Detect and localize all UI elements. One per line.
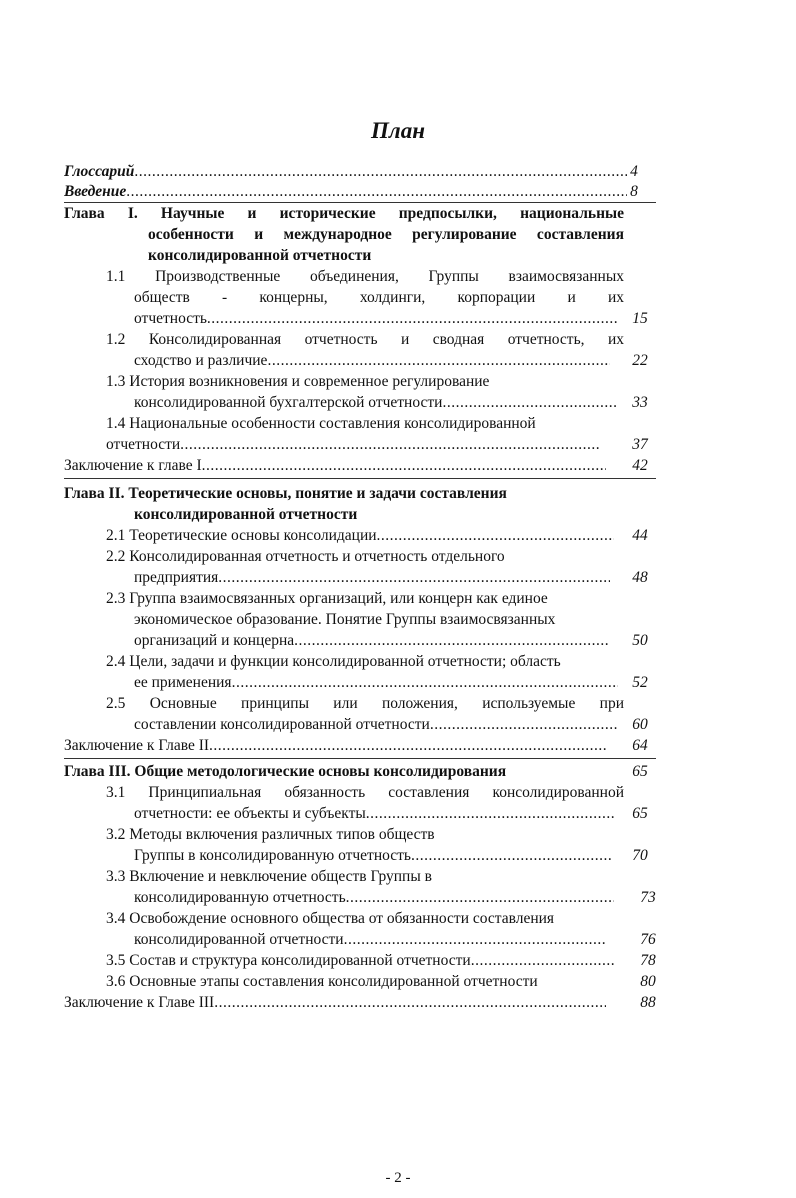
- toc-2-4-end[interactable]: [134, 673, 618, 693]
- toc-page: 33: [632, 394, 648, 411]
- toc-2-3-end[interactable]: [134, 631, 610, 651]
- chapter-2-title: Глава II. Теоретические основы, понятие и задачи составления: [64, 485, 507, 502]
- toc-3-6: 3.6 Основные этапы составления консолидированной отчетности: [106, 973, 538, 990]
- toc-1-3: 1.3 История возникновения и современное регулирование: [106, 373, 490, 390]
- toc-label: отчетности: ее объекты и субъекты: [134, 805, 366, 822]
- page-title: План: [371, 118, 425, 143]
- toc-label: Заключение к Главе III: [64, 994, 215, 1011]
- divider: [64, 202, 656, 203]
- chapter-1-title-cont: особенности и международное регулирование составления: [148, 226, 624, 243]
- toc-label: Заключение к главе I: [64, 457, 202, 474]
- toc-3-4-end[interactable]: [134, 930, 606, 950]
- toc-1-2: 1.2 Консолидированная отчетность и сводная отчетность, их: [106, 331, 624, 348]
- toc-page: 65: [632, 763, 648, 780]
- toc-1-4: 1.4 Национальные особенности составления консолидированной: [106, 415, 536, 432]
- toc-2-5: 2.5 Основные принципы или положения, используемые при: [106, 695, 624, 712]
- toc-label: предприятия: [134, 569, 219, 586]
- toc-label: ее применения: [134, 674, 232, 691]
- toc-ch1-conclusion[interactable]: [64, 456, 606, 476]
- toc-label: консолидированную отчетность: [134, 889, 346, 906]
- toc-page: 60: [632, 716, 648, 733]
- toc-page: 42: [632, 457, 648, 474]
- toc-2-3-cont: экономическое образование. Понятие Группы взаимосвязанных: [134, 611, 556, 628]
- toc-ch3-conclusion[interactable]: [64, 993, 606, 1013]
- toc-3-4: 3.4 Освобождение основного общества от обязанности составления: [106, 910, 555, 927]
- toc-page: 70: [632, 847, 648, 864]
- toc-3-2-end[interactable]: [134, 846, 612, 866]
- toc-2-5-end[interactable]: [134, 715, 618, 735]
- toc-2-2: 2.2 Консолидированная отчетность и отчетность отдельного: [106, 548, 505, 565]
- toc-3-3: 3.3 Включение и невключение обществ Группы в: [106, 868, 432, 885]
- chapter-1-title-cont: консолидированной отчетности: [148, 247, 372, 264]
- toc-1-3-end[interactable]: [134, 393, 618, 413]
- toc-1-1: 1.1 Производственные объединения, Группы взаимосвязанных: [106, 268, 624, 285]
- toc-ch2-conclusion[interactable]: [64, 736, 606, 756]
- toc-1-1-end[interactable]: [134, 309, 618, 329]
- toc-page: 44: [632, 527, 648, 544]
- toc-label: Глоссарий: [64, 163, 135, 180]
- toc-label: отчетности: [106, 436, 181, 453]
- toc-label: Введение: [64, 183, 127, 200]
- toc-page: 15: [632, 310, 648, 327]
- toc-page: 37: [632, 436, 648, 453]
- toc-label: консолидированной отчетности: [134, 931, 344, 948]
- toc-label: консолидированной бухгалтерской отчетности: [134, 394, 443, 411]
- toc-label: организаций и концерна: [134, 632, 295, 649]
- toc-label: составлении консолидированной отчетности: [134, 716, 430, 733]
- divider: [64, 478, 656, 479]
- toc-2-3: 2.3 Группа взаимосвязанных организаций, или концерн как единое: [106, 590, 548, 607]
- toc-page: 52: [632, 674, 648, 691]
- toc-3-2: 3.2 Методы включения различных типов обществ: [106, 826, 435, 843]
- toc-2-2-end[interactable]: [134, 568, 610, 588]
- chapter-1-title: Глава I. Научные и исторические предпосылки, национальные: [64, 205, 624, 222]
- toc-label: Заключение к Главе II: [64, 737, 210, 754]
- toc-intro[interactable]: [64, 182, 627, 202]
- toc-page: 8: [630, 183, 638, 200]
- toc-page: 73: [640, 889, 656, 906]
- chapter-3-title: Глава III. Общие методологические основы консолидирования: [64, 763, 507, 780]
- toc-2-1[interactable]: [106, 526, 614, 546]
- toc-3-5[interactable]: [106, 951, 616, 971]
- toc-1-1-cont: обществ - концерны, холдинги, корпорации и их: [134, 289, 624, 306]
- toc-glossary[interactable]: [64, 162, 627, 182]
- toc-label: 3.5 Состав и структура консолидированной отчетности: [106, 952, 471, 969]
- toc-page: 80: [640, 973, 656, 990]
- toc-page: 78: [640, 952, 656, 969]
- toc-3-3-end[interactable]: [134, 888, 614, 908]
- toc-page: 48: [632, 569, 648, 586]
- divider: [64, 758, 656, 759]
- toc-2-4: 2.4 Цели, задачи и функции консолидированной отчетности; область: [106, 653, 561, 670]
- toc-3-1: 3.1 Принципиальная обязанность составления консолидированной: [106, 784, 624, 801]
- chapter-2-title-cont: консолидированной отчетности: [134, 506, 358, 523]
- toc-1-2-end[interactable]: [134, 351, 610, 371]
- page-number: - 2 -: [385, 1170, 411, 1186]
- toc-page: 4: [630, 163, 638, 180]
- toc-page: 65: [632, 805, 648, 822]
- toc-page: 76: [640, 931, 656, 948]
- toc-3-1-end[interactable]: [134, 804, 614, 824]
- toc-1-4-end[interactable]: [106, 435, 600, 455]
- toc-label: 2.1 Теоретические основы консолидации: [106, 527, 377, 544]
- toc-label: отчетность: [134, 310, 207, 327]
- toc-page: 64: [632, 737, 648, 754]
- toc-page: 50: [632, 632, 648, 649]
- toc-page: 22: [632, 352, 648, 369]
- toc-label: Группы в консолидированную отчетность: [134, 847, 411, 864]
- toc-page: 88: [640, 994, 656, 1011]
- toc-label: сходство и различие: [134, 352, 268, 369]
